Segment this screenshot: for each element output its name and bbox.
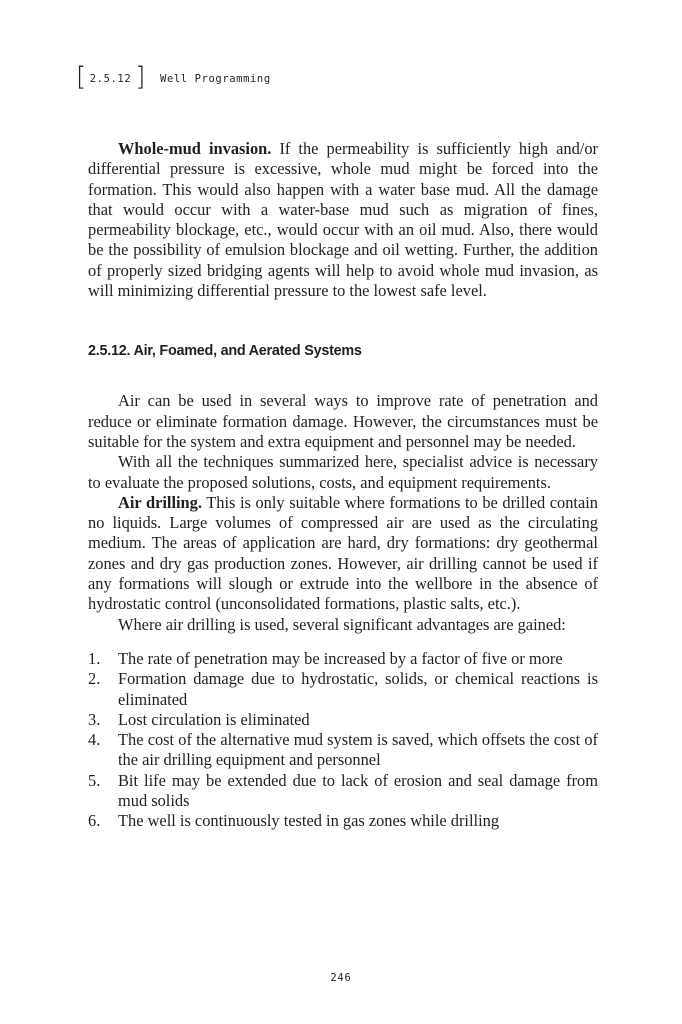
running-head-title: Well Programming [160, 73, 271, 85]
intro-paragraph: Air can be used in several ways to improve rate of penetration and reduce or eliminate formation damage. However, the circumstances must be suitable for the system and extra equipment and personnel may be needed. [88, 391, 598, 451]
air-drilling-text: This is only suitable where formations to be drilled contain no liquids. Large volumes of compressed air are used as the circulating medium. The areas of application are hard, dry formations: dry geothermal zones and dry gas production zones. However, air drilling cannot be used if any formations will slough or extrude into the wellbore in the absence of hydrostatic control (unconsolidated formations, plastic salts, etc.). [88, 492, 598, 614]
list-item-number: 5. [88, 770, 101, 790]
list-item [88, 811, 598, 831]
list-item-text: Lost circulation is eliminated [118, 709, 310, 729]
whole-mud-paragraph [88, 139, 598, 301]
list-item-text: The rate of penetration may be increased by a factor of five or more [118, 648, 563, 668]
list-item [88, 710, 598, 730]
section-heading: 2.5.12. Air, Foamed, and Aerated Systems [88, 343, 362, 360]
running-head [76, 64, 271, 94]
running-head-bracket-close: ] [135, 62, 147, 92]
air-drilling-paragraph [88, 493, 598, 615]
specialist-paragraph: With all the techniques summarized here, specialist advice is necessary to evaluate the proposed solutions, costs, and equipment requirements. [88, 452, 598, 492]
running-head-section-number: 2.5.12 [89, 73, 132, 85]
list-item-number: 2. [88, 669, 101, 689]
air-drilling-run-in-heading: Air drilling. [118, 492, 202, 512]
list-item [88, 649, 598, 669]
running-head-bracket-open: [ [76, 62, 87, 92]
whole-mud-run-in-heading: Whole-mud invasion. [118, 139, 272, 158]
list-item-text: The cost of the alternative mud system is saved, which offsets the cost of the air drilling equipment and personnel [118, 730, 598, 770]
page-body [88, 139, 598, 832]
list-item-text: The well is continuously tested in gas zones while drilling [118, 811, 500, 831]
list-item [88, 771, 598, 812]
whole-mud-text: If the permeability is sufficiently high and/or differential pressure is excessive, whole mud might be forced into the formation. This would also happen with a water base mud. All the damage that would occur with a water-base mud such as migration of fines, permeability blockage, etc., would occur with an oil mud. Also, there would be the possibility of emulsion blockage and oil wetting. Further, the addition of properly sized bridging agents will help to avoid whole mud invasion, as will minimizing differential pressure to the lowest safe level. [88, 139, 598, 301]
advantages-list [88, 649, 598, 832]
list-item-number: 1. [88, 648, 101, 668]
list-item-number: 3. [88, 709, 101, 729]
list-item [88, 730, 598, 771]
page-number: 246 [330, 972, 352, 984]
list-item [88, 669, 598, 710]
advantages-intro-paragraph: Where air drilling is used, several significant advantages are gained: [118, 614, 566, 634]
list-item-text: Bit life may be extended due to lack of erosion and seal damage from mud solids [118, 770, 598, 811]
list-item-number: 4. [88, 730, 101, 750]
list-item-number: 6. [88, 811, 101, 831]
list-item-text: Formation damage due to hydrostatic, solids, or chemical reactions is eliminated [118, 669, 598, 709]
